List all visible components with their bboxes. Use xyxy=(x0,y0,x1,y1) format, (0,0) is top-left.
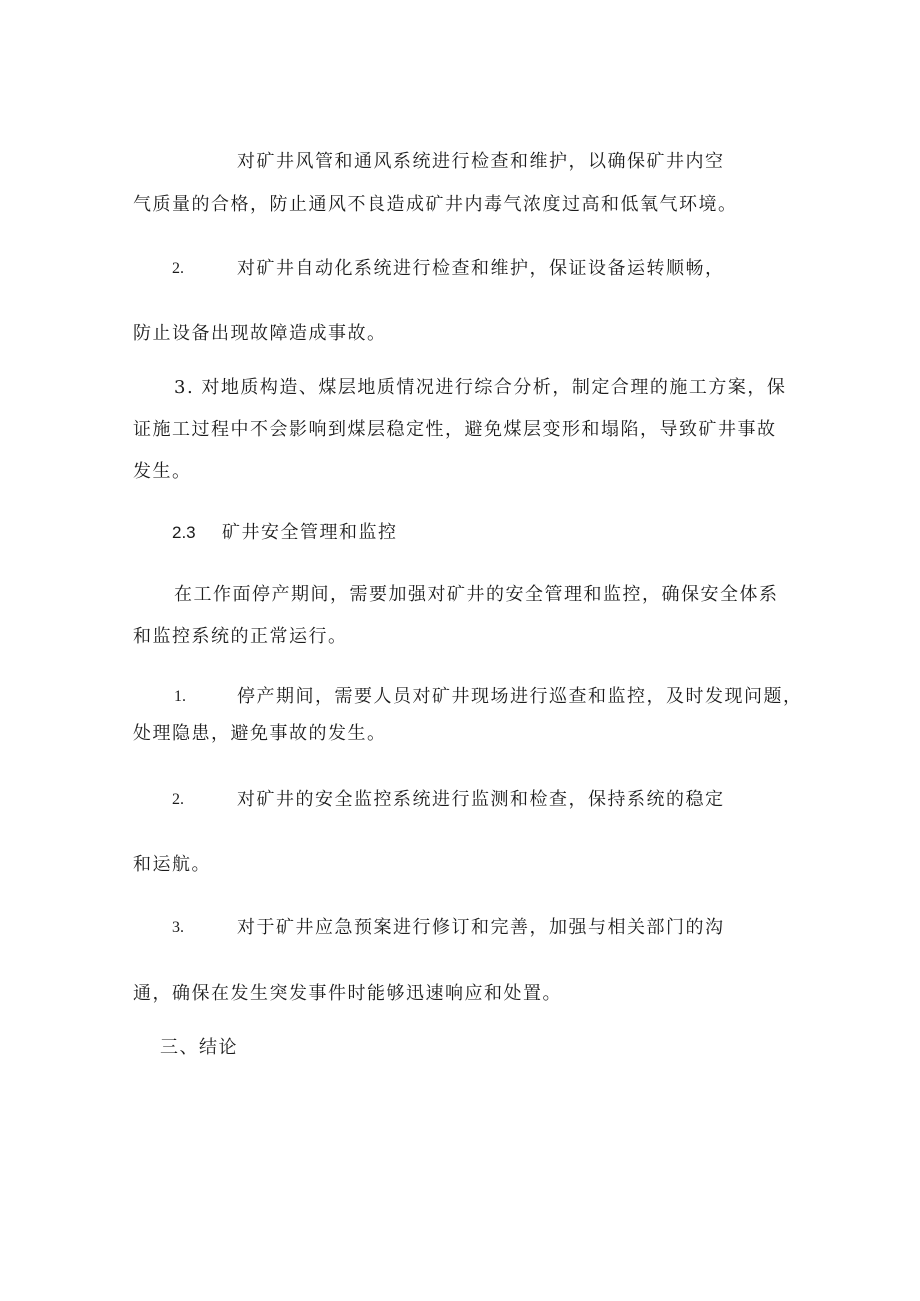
list-item-line: 对于矿井应急预案进行修订和完善，加强与相关部门的沟 xyxy=(237,917,725,938)
list-item-line: 对矿井自动化系统进行检查和维护，保证设备运转顺畅， xyxy=(237,258,725,279)
list-number: 1. xyxy=(174,688,186,705)
list-item-line: 发生。 xyxy=(133,461,192,482)
list-item-line: 和运航。 xyxy=(133,854,211,875)
list-item-line: 处理隐患，避免事故的发生。 xyxy=(133,723,387,744)
list-item-line: 3. 对地质构造、煤层地质情况进行综合分析，制定合理的施工方案，保 xyxy=(174,377,787,398)
list-item-line: 证施工过程中不会影响到煤层稳定性，避免煤层变形和塌陷，导致矿井事故 xyxy=(133,419,777,440)
list-item-line: 通，确保在发生突发事件时能够迅速响应和处置。 xyxy=(133,983,562,1004)
paragraph-line: 在工作面停产期间，需要加强对矿井的安全管理和监控，确保安全体系 xyxy=(174,584,779,605)
section-heading: 矿井安全管理和监控 xyxy=(222,522,398,543)
list-number: 3. xyxy=(172,919,184,936)
list-item-line: 防止设备出现故障造成事故。 xyxy=(133,323,387,344)
list-item-line: 停产期间，需要人员对矿井现场进行巡查和监控，及时发现问题， xyxy=(237,686,803,707)
list-number: 2. xyxy=(172,791,184,808)
paragraph-line: 气质量的合格，防止通风不良造成矿井内毒气浓度过高和低氧气环境。 xyxy=(133,194,738,215)
paragraph-line: 对矿井风管和通风系统进行检查和维护，以确保矿井内空 xyxy=(237,151,725,172)
list-item-line: 对矿井的安全监控系统进行监测和检查，保持系统的稳定 xyxy=(237,789,725,810)
section-number: 2.3 xyxy=(172,523,196,542)
paragraph-line: 和监控系统的正常运行。 xyxy=(133,626,348,647)
conclusion-heading: 三、结论 xyxy=(160,1037,238,1058)
list-number: 2. xyxy=(172,260,184,277)
